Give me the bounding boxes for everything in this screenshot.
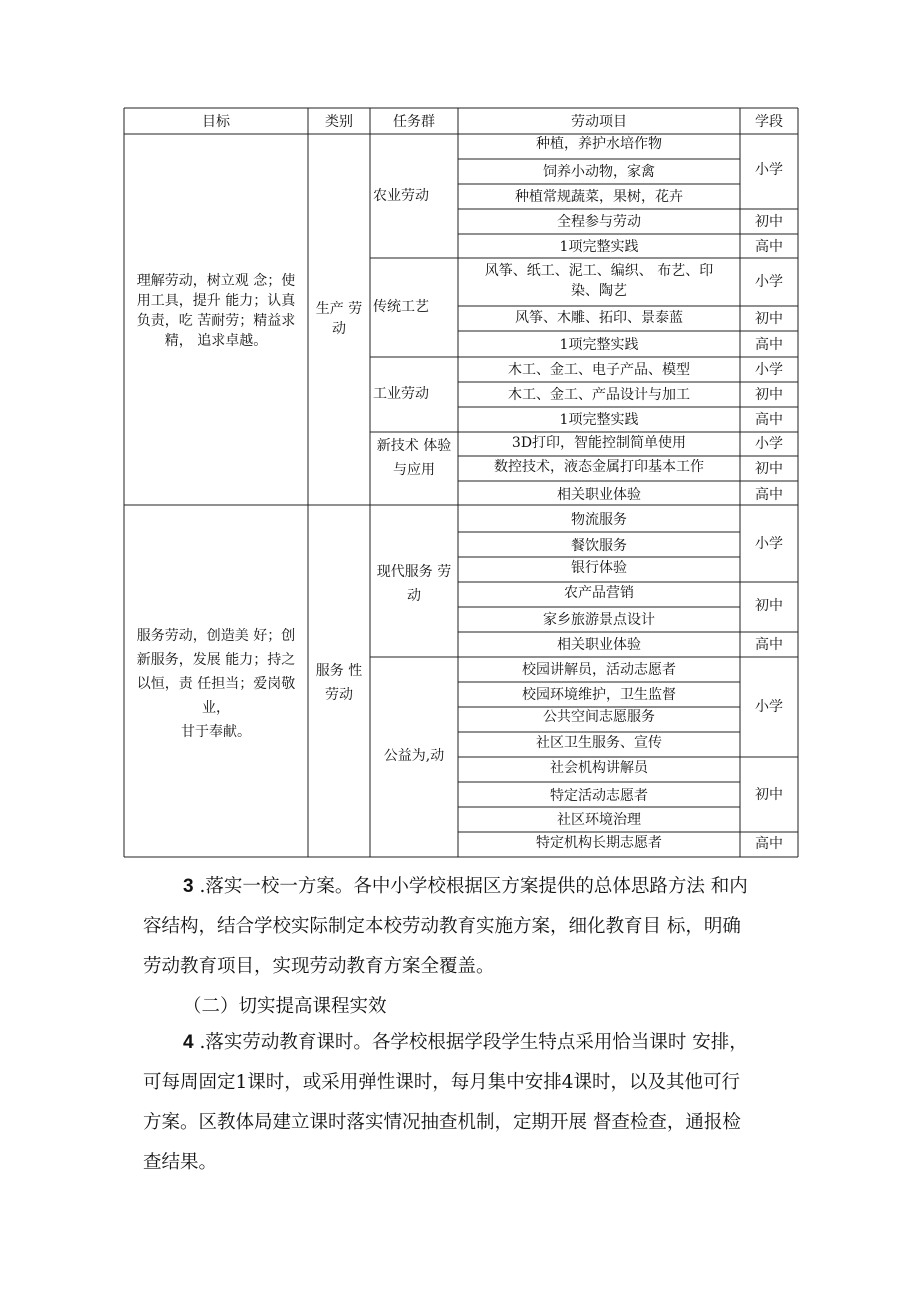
stage-label: 高中: [755, 487, 783, 503]
stage-label: 初中: [755, 598, 783, 614]
stage-label: 小学: [755, 162, 783, 178]
project-item: 社区环境治理: [557, 812, 641, 828]
stage-label: 初中: [755, 387, 783, 403]
paragraph-line: 查结果。: [143, 1152, 218, 1173]
category-production: 生产 劳 动: [315, 301, 363, 337]
header-task-group: 任务群: [393, 114, 435, 130]
goal-production: 理解劳动，树立观 念；使 用工具，提升 能力；认真 负责，吃 苦耐劳；精益求 精， 追求卓越。: [136, 273, 296, 349]
project-item: 银行体验: [571, 560, 627, 576]
category-service: 服务 性 劳动: [315, 663, 363, 703]
project-item: 风筝、纸工、泥工、编织、 布艺、印 染、陶艺: [484, 263, 714, 299]
project-item: 特定机构长期志愿者: [536, 835, 662, 851]
project-item: 1项完整实践: [559, 239, 639, 255]
project-item: 1项完整实践: [559, 337, 639, 353]
stage-label: 高中: [755, 239, 783, 255]
project-item: 特定活动志愿者: [550, 788, 648, 804]
project-item: 物流服务: [571, 512, 627, 528]
stage-label: 小学: [755, 536, 783, 552]
project-item: 木工、金工、产品设计与加工: [508, 387, 690, 403]
header-stage: 学段: [755, 114, 783, 130]
project-item: 农产品营销: [564, 585, 634, 601]
project-item: 公共空间志愿服务: [543, 709, 655, 725]
paragraph-line: 可每周固定1课时，或采用弹性课时，每月集中安排4课时，以及其他可行: [143, 1072, 741, 1093]
project-item: 风筝、木雕、拓印、景泰蓝: [515, 310, 683, 326]
project-item: 相关职业体验: [557, 487, 641, 503]
task-group-industrial: 工业劳动: [373, 386, 429, 402]
task-group-new-tech: 新技术 体验 与应用: [376, 438, 452, 478]
project-item: 社会机构讲解员: [550, 760, 648, 776]
project-item: 木工、金工、电子产品、模型: [508, 362, 690, 378]
paragraph-line: 劳动教育项目，实现劳动教育方案全覆盖。: [143, 956, 495, 977]
project-item: 餐饮服务: [571, 538, 627, 554]
stage-label: 小学: [755, 436, 783, 452]
project-item: 全程参与劳动: [557, 214, 641, 230]
paragraph-line: 4 .落实劳动教育课时。各学校根据学段学生特点采用恰当课时 安排，: [183, 1032, 748, 1053]
stage-label: 小学: [755, 362, 783, 378]
stage-label: 小学: [755, 699, 783, 715]
item-number: 4: [183, 1032, 194, 1053]
stage-label: 小学: [755, 274, 783, 290]
paragraph-line: 3 .落实一校一方案。各中小学校根据区方案提供的总体思路方法 和内: [183, 876, 748, 897]
stage-label: 高中: [755, 637, 783, 653]
task-group-modern-service: 现代服务 劳 动: [376, 564, 452, 604]
header-category: 类别: [325, 114, 353, 130]
project-item: 数控技术，液态金属打印基本工作: [494, 459, 704, 475]
stage-label: 初中: [755, 311, 783, 327]
project-item: 家乡旅游景点设计: [543, 612, 655, 628]
project-item: 种植，养护水培作物: [536, 136, 662, 152]
stage-label: 高中: [755, 337, 783, 353]
project-item: 校园讲解员，活动志愿者: [522, 662, 676, 678]
project-item: 种植常规蔬菜，果树，花卉: [515, 189, 683, 205]
header-project: 劳动项目: [571, 114, 627, 130]
project-item: 饲养小动物，家禽: [543, 164, 655, 180]
project-item: 3D打印，智能控制简单使用: [511, 435, 687, 451]
task-group-traditional-craft: 传统工艺: [373, 299, 429, 315]
project-item: 相关职业体验: [557, 637, 641, 653]
stage-label: 高中: [755, 412, 783, 428]
section-heading: （二）切实提高课程实效: [183, 996, 387, 1017]
header-goal: 目标: [202, 114, 230, 130]
paragraph-line: 方案。区教体局建立课时落实情况抽查机制，定期开展 督查检查，通报检: [143, 1112, 741, 1133]
stage-label: 高中: [755, 836, 783, 852]
paragraph-line: 容结构，结合学校实际制定本校劳动教育实施方案，细化教育目 标，明确: [143, 916, 741, 937]
item-number: 3: [183, 876, 194, 897]
project-item: 1项完整实践: [559, 412, 639, 428]
stage-label: 初中: [755, 461, 783, 477]
project-item: 校园环境维护，卫生监督: [522, 687, 676, 703]
stage-label: 初中: [755, 787, 783, 803]
project-item: 社区卫生服务、宣传: [536, 735, 662, 751]
stage-label: 初中: [755, 214, 783, 230]
task-group-public-welfare: 公益为,动: [383, 748, 445, 764]
goal-service: 服务劳动，创造美 好；创 新服务，发展 能力；持之 以恒，责 任担当；爱岗敬 业， 甘于奉献。: [136, 628, 296, 740]
task-group-agriculture: 农业劳动: [373, 188, 429, 204]
